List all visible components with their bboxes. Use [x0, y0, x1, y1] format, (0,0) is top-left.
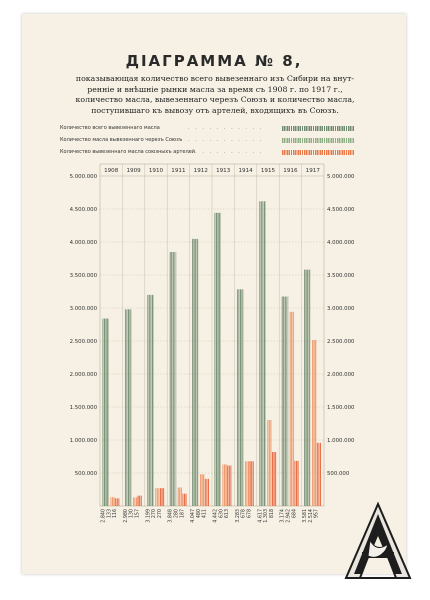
bar-value-label: 480: [196, 509, 202, 519]
y-tick-label-right: 500.000: [327, 471, 350, 477]
bar-value-label: 3.848: [168, 509, 174, 523]
y-tick-label-left: 3.000.000: [69, 306, 97, 312]
y-tick-label-left: 2.000.000: [69, 372, 97, 378]
y-tick-label-right: 4.000.000: [327, 240, 355, 246]
x-category-label: 1909: [126, 168, 141, 174]
bar-union: [200, 474, 205, 506]
bar-value-label: 3.581: [303, 509, 309, 523]
x-category-label: 1912: [193, 168, 208, 174]
bar-union: [223, 464, 228, 506]
bar-total: [304, 270, 311, 506]
bar-total: [282, 297, 289, 506]
y-tick-label-right: 1.500.000: [327, 405, 355, 411]
y-tick-label-right: 3.000.000: [327, 306, 355, 312]
bar-value-label: 2.514: [308, 509, 314, 523]
bar-union: [155, 488, 160, 506]
y-tick-label-left: 5.000.000: [69, 174, 97, 180]
y-tick-label-right: 3.500.000: [327, 273, 355, 279]
bar-union: [245, 461, 250, 506]
bar-value-label: 411: [202, 509, 208, 519]
bar-value-label: 957: [314, 509, 320, 519]
y-tick-label-left: 3.500.000: [69, 273, 97, 279]
bar-value-label: 4.442: [213, 509, 219, 523]
bar-artels: [317, 443, 322, 506]
legend-leader-dots: . . . . . . . . . . .: [188, 125, 264, 131]
bar-value-label: 4.047: [191, 509, 197, 523]
bar-value-label: 818: [269, 509, 275, 519]
x-category-label: 1913: [216, 168, 231, 174]
x-category-label: 1914: [238, 168, 253, 174]
bar-value-label: 684: [292, 509, 298, 519]
bar-total: [170, 252, 177, 506]
bar-total: [215, 213, 222, 506]
y-tick-label-right: 4.500.000: [327, 207, 355, 213]
bar-value-label: 3.174: [280, 509, 286, 523]
bar-value-label: 133: [107, 509, 113, 519]
legend-leader-dots: . . . . . . . . . . .: [188, 149, 264, 155]
y-tick-label-right: 2.000.000: [327, 372, 355, 378]
bar-union: [267, 420, 272, 506]
bar-value-label: 157: [135, 509, 141, 519]
bar-value-label: 613: [225, 509, 231, 519]
bar-value-label: 130: [129, 509, 135, 519]
bar-artels: [115, 498, 120, 506]
bar-value-label: 678: [247, 509, 253, 519]
x-category-label: 1916: [283, 168, 298, 174]
subtitle-line: ренніе и внѣшніе рынки масла за время съ 1908 г. по 1917 г.,: [87, 84, 343, 94]
bar-value-label: 116: [113, 509, 119, 519]
y-tick-label-right: 5.000.000: [327, 174, 355, 180]
y-tick-label-left: 4.000.000: [69, 240, 97, 246]
publisher-logo: [340, 500, 416, 582]
legend-label: Количество всего вывезеннаго масла: [60, 125, 160, 131]
y-tick-label-left: 2.500.000: [69, 339, 97, 345]
diagram-title: ДIАГРАММА № 8,: [125, 52, 303, 70]
legend-leader-dots: . . . . . . . . . . .: [188, 137, 264, 143]
bar-union: [111, 497, 116, 506]
bar-artels: [205, 479, 210, 506]
bar-union: [133, 497, 138, 506]
bar-value-label: 4.617: [258, 509, 264, 523]
bar-value-label: 270: [152, 509, 158, 519]
y-tick-label-left: 1.500.000: [69, 405, 97, 411]
x-category-label: 1908: [104, 168, 119, 174]
bar-value-label: 2.942: [286, 509, 292, 523]
y-tick-label-right: 1.000.000: [327, 438, 355, 444]
bar-union: [178, 488, 183, 506]
bar-value-label: 630: [219, 509, 225, 519]
bar-value-label: 187: [180, 509, 186, 519]
bar-artels: [137, 496, 142, 506]
bar-artels: [272, 452, 277, 506]
bar-total: [237, 289, 244, 506]
subtitle-line: поступившаго къ вывозу отъ артелей, входящихъ въ Союзъ.: [91, 105, 339, 115]
bar-union: [312, 340, 317, 506]
bar-total: [259, 201, 266, 506]
x-category-label: 1917: [305, 168, 320, 174]
subtitle-line: количество масла, вывезеннаго черезъ Союзъ и количество масла,: [75, 95, 355, 104]
y-tick-label-left: 4.500.000: [69, 207, 97, 213]
bar-value-label: 270: [157, 509, 163, 519]
bar-total: [147, 295, 154, 506]
bar-total: [125, 309, 131, 506]
bar-total: [192, 239, 199, 506]
y-tick-label-left: 1.000.000: [69, 438, 97, 444]
bar-value-label: 2.840: [101, 509, 107, 523]
bar-union: [290, 312, 295, 506]
legend-label: Количество масла вывезеннаго черезъ Союзъ: [60, 137, 183, 143]
bar-value-label: 2.980: [123, 509, 129, 523]
legend-label: Количество вывезеннаго масла союзныхъ артелей: [60, 149, 196, 155]
subtitle-line: показывающая количество всего вывезеннаго изъ Сибири на внут-: [75, 74, 355, 83]
bar-value-label: 280: [174, 509, 180, 519]
bar-artels: [182, 494, 187, 506]
bar-total: [103, 319, 110, 506]
bar-value-label: 678: [241, 509, 247, 519]
x-category-label: 1915: [260, 168, 276, 174]
x-category-label: 1911: [171, 168, 186, 174]
bar-artels: [227, 466, 232, 506]
bar-value-label: 3.283: [235, 509, 241, 523]
x-category-label: 1910: [148, 168, 164, 174]
y-tick-label-left: 500.000: [74, 471, 97, 477]
y-tick-label-right: 2.500.000: [327, 339, 355, 345]
bar-artels: [294, 461, 299, 506]
bar-artels: [160, 488, 165, 506]
bar-value-label: 3.199: [146, 509, 152, 523]
bar-artels: [249, 461, 254, 506]
bar-value-label: 1.303: [264, 509, 270, 523]
